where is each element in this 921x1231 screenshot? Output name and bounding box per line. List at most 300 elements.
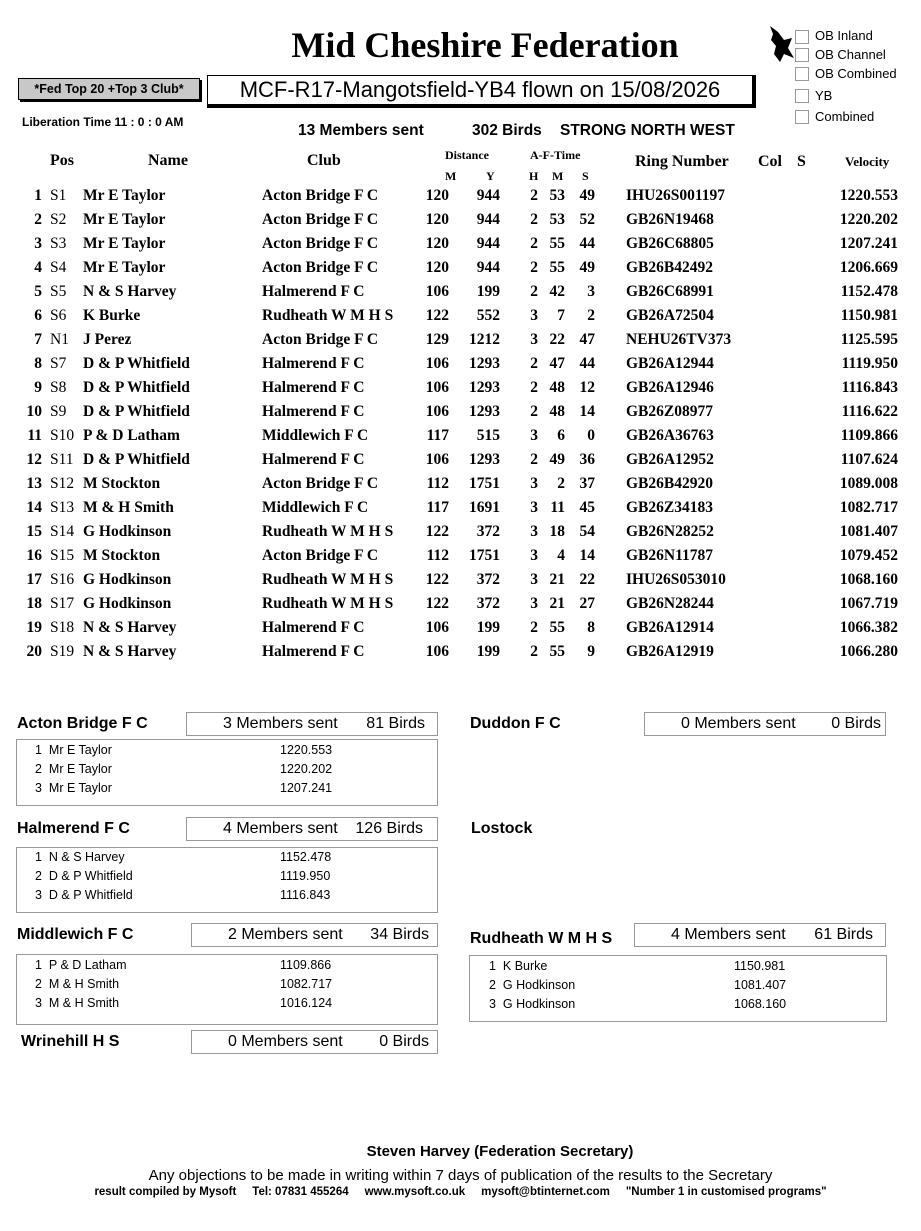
cell-y: 1293 (469, 355, 500, 372)
cell-vel: 1068.160 (839, 571, 898, 588)
cell-pos: 1 (34, 187, 42, 204)
list-item: 1 P & D Latham (35, 958, 127, 972)
list-item: 1 Mr E Taylor (35, 743, 112, 757)
cell-mm: 4 (557, 547, 565, 564)
cell-y: 515 (476, 427, 500, 444)
cell-h: 2 (530, 355, 538, 372)
table-row (0, 427, 921, 451)
list-item-velocity: 1116.843 (280, 888, 331, 902)
club-summary-rudheath (634, 923, 886, 947)
cell-m: 122 (425, 523, 449, 540)
cell-y: 552 (476, 307, 500, 324)
club-top-middlewich (16, 954, 438, 1025)
cell-s: 14 (579, 403, 595, 420)
cell-s: 45 (579, 499, 595, 516)
cell-vel: 1066.382 (839, 619, 898, 636)
cell-ring: GB26A12946 (626, 379, 714, 396)
cell-vel: 1107.624 (840, 451, 898, 468)
cell-sec: S18 (50, 619, 75, 636)
cell-mm: 55 (549, 235, 565, 252)
table-row (0, 595, 921, 619)
table-row (0, 211, 921, 235)
cell-vel: 1150.981 (840, 307, 898, 324)
cell-name: Mr E Taylor (83, 259, 166, 276)
cell-mm: 21 (549, 595, 565, 612)
cell-pos: 11 (27, 427, 42, 444)
cell-sec: S6 (50, 307, 67, 324)
col-velocity: Velocity (845, 154, 890, 169)
cell-vel: 1116.843 (841, 379, 898, 396)
cell-pos: 4 (34, 259, 42, 276)
cell-name: Mr E Taylor (83, 187, 166, 204)
cell-club: Acton Bridge F C (262, 259, 379, 276)
cell-sec: S9 (50, 403, 67, 420)
yb-checkbox[interactable] (795, 89, 809, 103)
cell-h: 2 (530, 283, 538, 300)
cell-vel: 1116.622 (841, 403, 898, 420)
cell-sec: S1 (50, 187, 67, 204)
cell-s: 0 (587, 427, 595, 444)
cell-vel: 1081.407 (839, 523, 898, 540)
race-title: MCF-R17-Mangotsfield-YB4 flown on 15/08/2026 (207, 75, 756, 108)
cell-y: 1212 (469, 331, 500, 348)
objections-note: Any objections to be made in writing within 7 days of publication of the results to the Secretary (148, 1167, 773, 1184)
cell-s: 44 (579, 355, 595, 372)
cell-h: 3 (530, 595, 538, 612)
cell-vel: 1152.478 (840, 283, 898, 300)
table-row (0, 547, 921, 571)
cell-y: 944 (476, 211, 500, 228)
cell-name: D & P Whitfield (83, 403, 190, 420)
club-name-rudheath: Rudheath W M H S (470, 930, 613, 947)
list-item-velocity: 1152.478 (280, 850, 332, 864)
cell-name: M Stockton (83, 475, 161, 492)
cell-pos: 18 (26, 595, 42, 612)
col-mm: M (552, 169, 564, 183)
cell-ring: GB26A36763 (626, 427, 714, 444)
cell-name: N & S Harvey (83, 283, 177, 300)
list-item: 1 N & S Harvey (35, 850, 125, 864)
cell-pos: 12 (26, 451, 42, 468)
table-row (0, 571, 921, 595)
cell-club: Acton Bridge F C (262, 331, 379, 348)
cell-vel: 1089.008 (839, 475, 898, 492)
club-summary-acton (186, 712, 438, 736)
cell-h: 3 (530, 523, 538, 540)
fed-top-badge: *Fed Top 20 +Top 3 Club* (18, 78, 200, 100)
cell-h: 3 (530, 499, 538, 516)
list-item-velocity: 1220.202 (280, 762, 333, 776)
list-item-velocity: 1119.950 (280, 869, 331, 883)
cell-s: 54 (579, 523, 595, 540)
col-colour: Col (758, 153, 782, 170)
cell-pos: 19 (26, 619, 42, 636)
cell-h: 2 (530, 259, 538, 276)
cell-ring: GB26A12919 (626, 643, 714, 660)
cell-sec: S11 (50, 451, 74, 468)
cell-name: P & D Latham (83, 427, 180, 444)
cell-ring: GB26B42492 (626, 259, 713, 276)
cell-y: 372 (476, 595, 500, 612)
cell-sec: S5 (50, 283, 67, 300)
club-members-halmerend: 4 Members sent (223, 820, 338, 837)
cell-m: 106 (425, 451, 449, 468)
cell-sec: S13 (50, 499, 75, 516)
club-name-middlewich: Middlewich F C (17, 926, 134, 943)
club-summary-middlewich (191, 923, 438, 947)
club-birds-halmerend: 126 Birds (355, 820, 423, 837)
cell-y: 944 (476, 259, 500, 276)
page-title: Mid Cheshire Federation (291, 25, 679, 65)
list-item: 3 M & H Smith (35, 996, 120, 1010)
combined-checkbox[interactable] (795, 110, 809, 124)
birds-sent: 302 Birds (472, 122, 542, 139)
cell-vel: 1207.241 (839, 235, 898, 252)
col-pos: Pos (50, 152, 74, 169)
cell-y: 944 (476, 235, 500, 252)
cell-club: Acton Bridge F C (262, 211, 379, 228)
cell-name: D & P Whitfield (83, 451, 190, 468)
cell-mm: 55 (549, 259, 565, 276)
cell-ring: GB26C68991 (626, 283, 714, 300)
club-summary-halmerend (186, 817, 438, 841)
cell-pos: 7 (34, 331, 42, 348)
cell-club: Middlewich F C (262, 427, 369, 444)
cell-y: 1293 (469, 451, 500, 468)
cell-h: 2 (530, 643, 538, 660)
cell-s: 3 (587, 283, 595, 300)
cell-name: Mr E Taylor (83, 235, 166, 252)
secretary: Steven Harvey (Federation Secretary) (366, 1143, 634, 1160)
col-distance-y: Y (486, 169, 495, 183)
cell-h: 3 (530, 547, 538, 564)
cell-club: Acton Bridge F C (262, 235, 379, 252)
cell-name: N & S Harvey (83, 619, 177, 636)
cell-club: Halmerend F C (262, 379, 365, 396)
cell-sec: S4 (50, 259, 67, 276)
cell-y: 1293 (469, 403, 500, 420)
cell-club: Halmerend F C (262, 403, 365, 420)
cell-sec: S2 (50, 211, 67, 228)
cell-pos: 16 (26, 547, 42, 564)
cell-name: Mr E Taylor (83, 211, 166, 228)
cell-pos: 13 (26, 475, 42, 492)
cell-y: 199 (476, 283, 500, 300)
table-row (0, 523, 921, 547)
list-item: 2 G Hodkinson (489, 978, 576, 992)
cell-sec: S19 (50, 643, 75, 660)
cell-ring: GB26C68805 (626, 235, 714, 252)
club-members-acton: 3 Members sent (223, 715, 338, 732)
cell-ring: GB26B42920 (626, 475, 713, 492)
cell-sec: S17 (50, 595, 75, 612)
cell-vel: 1066.280 (839, 643, 898, 660)
cell-m: 117 (426, 499, 449, 516)
cell-y: 199 (476, 619, 500, 636)
cell-y: 199 (476, 643, 500, 660)
cell-club: Halmerend F C (262, 451, 365, 468)
cell-s: 44 (579, 235, 595, 252)
cell-m: 112 (426, 475, 449, 492)
list-item: 3 D & P Whitfield (35, 888, 133, 902)
cell-name: K Burke (83, 307, 141, 324)
cell-ring: GB26A72504 (626, 307, 714, 324)
cell-sec: S10 (50, 427, 75, 444)
cell-name: G Hodkinson (83, 571, 172, 588)
cell-mm: 53 (549, 187, 565, 204)
cell-vel: 1109.866 (840, 427, 898, 444)
cell-s: 9 (587, 643, 595, 660)
cell-m: 120 (425, 235, 449, 252)
cell-sec: S8 (50, 379, 67, 396)
table-row (0, 283, 921, 307)
cell-h: 2 (530, 379, 538, 396)
cell-sec: S12 (50, 475, 75, 492)
table-row (0, 499, 921, 523)
cell-h: 3 (530, 475, 538, 492)
club-name-duddon: Duddon F C (470, 715, 561, 732)
cell-ring: IHU26S053010 (626, 571, 726, 588)
ob-combined-checkbox[interactable] (795, 67, 809, 81)
liberation-time: Liberation Time 11 : 0 : 0 AM (22, 115, 184, 129)
col-h: H (529, 169, 539, 183)
cell-m: 106 (425, 355, 449, 372)
cell-pos: 9 (34, 379, 42, 396)
club-birds-middlewich: 34 Birds (370, 926, 429, 943)
cell-ring: GB26A12944 (626, 355, 714, 372)
col-distance: Distance (445, 148, 489, 162)
cell-club: Rudheath W M H S (262, 523, 394, 540)
combined-label: Combined (815, 109, 875, 124)
cell-m: 120 (425, 187, 449, 204)
cell-m: 122 (425, 307, 449, 324)
cell-s: 2 (587, 307, 595, 324)
list-item: 2 M & H Smith (35, 977, 120, 991)
cell-y: 372 (476, 571, 500, 588)
cell-club: Halmerend F C (262, 283, 365, 300)
cell-ring: GB26N28252 (626, 523, 714, 540)
cell-h: 3 (530, 571, 538, 588)
cell-m: 106 (425, 283, 449, 300)
cell-pos: 5 (34, 283, 42, 300)
cell-mm: 53 (549, 211, 565, 228)
cell-s: 47 (579, 331, 595, 348)
cell-club: Rudheath W M H S (262, 595, 394, 612)
cell-h: 2 (530, 187, 538, 204)
col-aftime: A-F-Time (530, 148, 581, 162)
cell-club: Halmerend F C (262, 643, 365, 660)
cell-pos: 14 (26, 499, 42, 516)
list-item: 3 Mr E Taylor (35, 781, 112, 795)
cell-h: 3 (530, 331, 538, 348)
club-birds-duddon: 0 Birds (831, 715, 881, 732)
cell-vel: 1220.202 (839, 211, 898, 228)
cell-club: Acton Bridge F C (262, 547, 379, 564)
cell-sec: S15 (50, 547, 75, 564)
cell-y: 1691 (469, 499, 500, 516)
list-item-velocity: 1109.866 (280, 958, 332, 972)
table-row (0, 355, 921, 379)
cell-name: D & P Whitfield (83, 379, 190, 396)
cell-ring: GB26Z08977 (626, 403, 713, 420)
cell-name: G Hodkinson (83, 595, 172, 612)
cell-m: 106 (425, 379, 449, 396)
club-members-duddon: 0 Members sent (681, 715, 796, 732)
cell-sec: S14 (50, 523, 75, 540)
table-row (0, 619, 921, 643)
cell-mm: 48 (549, 403, 565, 420)
cell-ring: GB26A12952 (626, 451, 714, 468)
cell-h: 2 (530, 235, 538, 252)
cell-ring: GB26N11787 (626, 547, 713, 564)
cell-name: M & H Smith (83, 499, 174, 516)
cell-m: 106 (425, 403, 449, 420)
list-item-velocity: 1081.407 (734, 978, 787, 992)
cell-vel: 1082.717 (839, 499, 898, 516)
cell-m: 117 (426, 427, 449, 444)
cell-name: N & S Harvey (83, 643, 177, 660)
club-members-rudheath: 4 Members sent (671, 926, 786, 943)
cell-club: Acton Bridge F C (262, 187, 379, 204)
list-item-velocity: 1068.160 (734, 997, 787, 1011)
cell-y: 372 (476, 523, 500, 540)
club-name-wrinehill: Wrinehill H S (21, 1033, 120, 1050)
cell-mm: 11 (550, 499, 565, 516)
club-name-acton: Acton Bridge F C (17, 715, 148, 732)
club-top-halmerend (16, 847, 438, 913)
list-item: 1 K Burke (489, 959, 548, 973)
cell-pos: 20 (26, 643, 42, 660)
cell-name: M Stockton (83, 547, 161, 564)
cell-s: 14 (579, 547, 595, 564)
club-name-lostock: Lostock (471, 820, 533, 837)
cell-pos: 15 (26, 523, 42, 540)
list-item-velocity: 1082.717 (280, 977, 333, 991)
club-birds-rudheath: 61 Birds (814, 926, 873, 943)
cell-h: 2 (530, 403, 538, 420)
list-item-velocity: 1150.981 (734, 959, 786, 973)
cell-m: 120 (425, 211, 449, 228)
cell-s: 12 (579, 379, 595, 396)
cell-h: 2 (530, 211, 538, 228)
cell-mm: 18 (549, 523, 565, 540)
ob-channel-label: OB Channel (815, 47, 886, 62)
cell-ring: IHU26S001197 (626, 187, 726, 204)
table-row (0, 403, 921, 427)
cell-ring: GB26A12914 (626, 619, 714, 636)
list-item: 2 Mr E Taylor (35, 762, 112, 776)
cell-club: Rudheath W M H S (262, 307, 394, 324)
cell-club: Rudheath W M H S (262, 571, 394, 588)
cell-y: 1751 (469, 475, 500, 492)
cell-m: 120 (425, 259, 449, 276)
cell-ring: GB26N19468 (626, 211, 714, 228)
ob-inland-checkbox[interactable] (795, 30, 809, 44)
cell-m: 106 (425, 643, 449, 660)
list-item-velocity: 1220.553 (280, 743, 333, 757)
cell-s: 49 (579, 187, 595, 204)
cell-m: 106 (425, 619, 449, 636)
club-members-wrinehill: 0 Members sent (228, 1033, 343, 1050)
cell-vel: 1206.669 (839, 259, 898, 276)
cell-s: 37 (579, 475, 595, 492)
list-item: 2 D & P Whitfield (35, 869, 133, 883)
col-s: S (582, 169, 589, 183)
cell-mm: 2 (557, 475, 565, 492)
cell-m: 122 (425, 571, 449, 588)
col-ring: Ring Number (635, 153, 729, 170)
cell-club: Halmerend F C (262, 355, 365, 372)
table-row (0, 475, 921, 499)
cell-m: 112 (426, 547, 449, 564)
cell-mm: 49 (549, 451, 565, 468)
cell-vel: 1067.719 (839, 595, 898, 612)
ob-combined-label: OB Combined (815, 66, 897, 81)
cell-sec: S7 (50, 355, 67, 372)
cell-ring: GB26N28244 (626, 595, 714, 612)
cell-s: 36 (579, 451, 595, 468)
cell-pos: 10 (26, 403, 42, 420)
cell-s: 22 (579, 571, 595, 588)
cell-mm: 47 (549, 355, 565, 372)
club-top-rudheath (469, 955, 887, 1022)
cell-vel: 1079.452 (839, 547, 898, 564)
club-summary-duddon (644, 712, 886, 736)
cell-mm: 7 (557, 307, 565, 324)
cell-sec: S16 (50, 571, 75, 588)
cell-h: 3 (530, 427, 538, 444)
cell-club: Halmerend F C (262, 619, 365, 636)
col-distance-m: M (445, 169, 457, 183)
cell-m: 129 (425, 331, 449, 348)
list-item-velocity: 1016.124 (280, 996, 333, 1010)
cell-sec: N1 (50, 331, 69, 348)
cell-mm: 21 (549, 571, 565, 588)
cell-name: D & P Whitfield (83, 355, 190, 372)
cell-mm: 48 (549, 379, 565, 396)
cell-sec: S3 (50, 235, 67, 252)
cell-pos: 8 (34, 355, 42, 372)
cell-pos: 17 (26, 571, 42, 588)
cell-mm: 55 (549, 619, 565, 636)
cell-vel: 1125.595 (840, 331, 898, 348)
cell-s: 49 (579, 259, 595, 276)
cell-mm: 22 (549, 331, 565, 348)
club-birds-acton: 81 Birds (366, 715, 425, 732)
cell-pos: 2 (34, 211, 42, 228)
pigeon-icon (764, 24, 798, 64)
cell-y: 1751 (469, 547, 500, 564)
members-sent: 13 Members sent (298, 122, 424, 139)
table-row (0, 187, 921, 211)
col-name: Name (148, 152, 188, 169)
cell-mm: 42 (549, 283, 565, 300)
club-top-acton (16, 739, 438, 806)
yb-label: YB (815, 88, 833, 103)
cell-h: 2 (530, 451, 538, 468)
ob-channel-checkbox[interactable] (795, 48, 809, 62)
table-row (0, 379, 921, 403)
table-row (0, 331, 921, 355)
wind-condition: STRONG NORTH WEST (560, 122, 735, 139)
cell-name: G Hodkinson (83, 523, 172, 540)
cell-club: Acton Bridge F C (262, 475, 379, 492)
club-birds-wrinehill: 0 Birds (379, 1033, 429, 1050)
cell-pos: 6 (34, 307, 42, 324)
compiled-by: result compiled by Mysoft Tel: 07831 455264 www.mysoft.co.uk mysoft@btinternet.com "Number 1 in customised programs" (94, 1186, 827, 1198)
cell-s: 27 (579, 595, 595, 612)
cell-name: J Perez (83, 331, 132, 348)
